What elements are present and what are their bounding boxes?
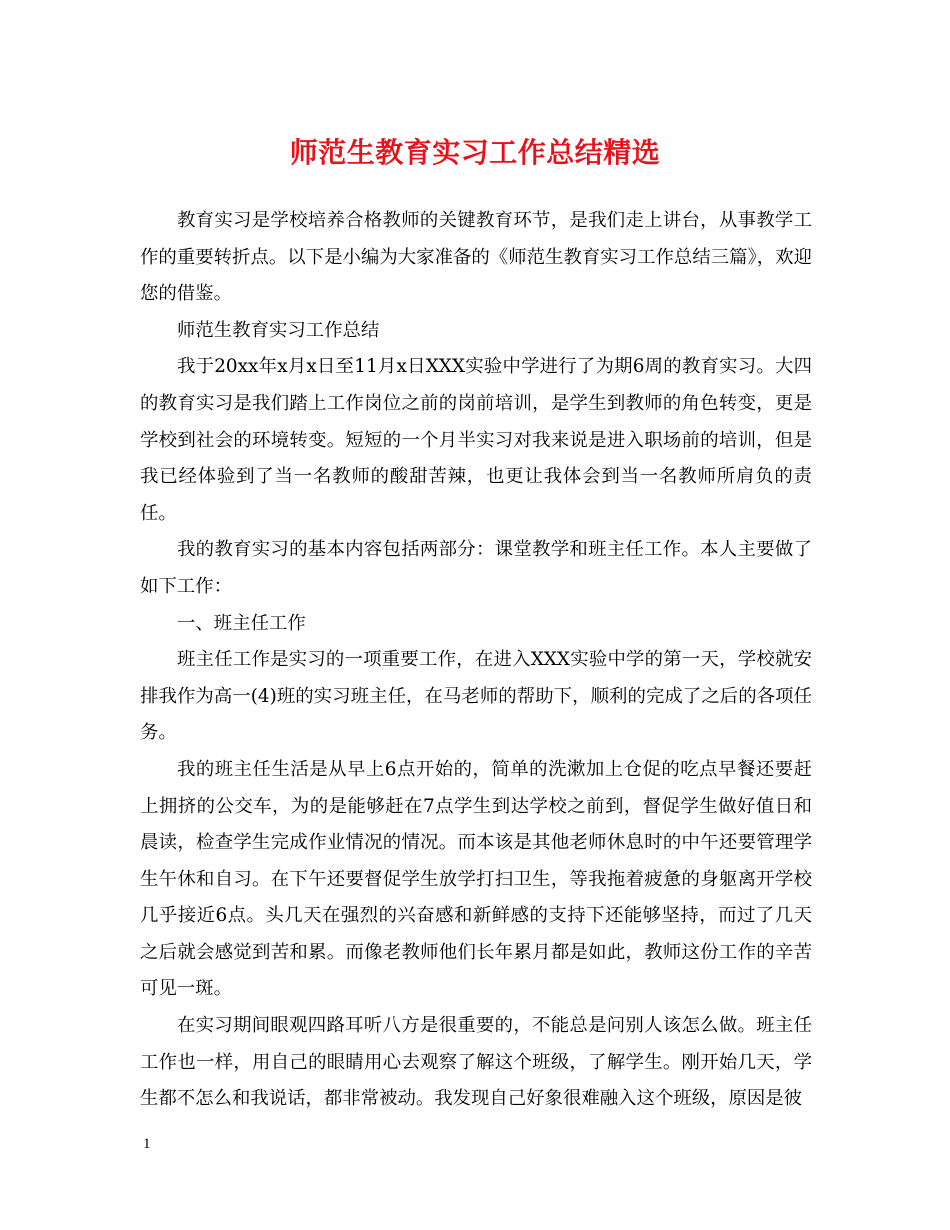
paragraph: 我的教育实习的基本内容包括两部分：课堂教学和班主任工作。本人主要做了如下工作：	[140, 539, 812, 597]
page-number: 1	[143, 1136, 151, 1152]
document-body	[140, 203, 812, 1118]
paragraph: 我的班主任生活是从早上6点开始的，简单的洗漱加上仓促的吃点早餐还要赶上拥挤的公交车，为的是能够赶在7点学生到达学校之前到，督促学生做好值日和晨读，检查学生完成作业情况的情况。而本该是其他老师休息时的中午还要管理学生午休和自习。在下午还要督促学生放学打扫卫生，等我拖着疲惫的身躯离开学校几乎接近6点。头几天在强烈的兴奋感和新鲜感的支持下还能够坚持，而过了几天之后就会感觉到苦和累。而像老教师他们长年累月都是如此，教师这份工作的辛苦可见一斑。	[140, 758, 812, 1000]
paragraph: 班主任工作是实习的一项重要工作，在进入XXX实验中学的第一天，学校就安排我作为高一(4)班的实习班主任，在马老师的帮助下，顺利的完成了之后的各项任务。	[140, 649, 812, 744]
paragraph: 我于20xx年x月x日至11月x日XXX实验中学进行了为期6周的教育实习。大四的教育实习是我们踏上工作岗位之前的岗前培训，是学生到教师的角色转变，更是学校到社会的环境转变。短短的一个月半实习对我来说是进入职场前的培训，但是我已经体验到了当一名教师的酸甜苦辣，也更让我体会到当一名教师所肩负的责任。	[140, 356, 812, 524]
section-heading: 师范生教育实习工作总结	[177, 319, 380, 341]
section-heading: 一、班主任工作	[177, 612, 306, 634]
paragraph-intro: 教育实习是学校培养合格教师的关键教育环节，是我们走上讲台，从事教学工作的重要转折点。以下是小编为大家准备的《师范生教育实习工作总结三篇》，欢迎您的借鉴。	[140, 210, 812, 305]
document-title: 师范生教育实习工作总结精选	[289, 136, 661, 169]
paragraph: 在实习期间眼观四路耳听八方是很重要的，不能总是问别人该怎么做。班主任工作也一样，用自己的眼睛用心去观察了解这个班级，了解学生。刚开始几天，学生都不怎么和我说话，都非常被动。我发现自己好象很难融入这个班级，原因是彼	[140, 1015, 812, 1110]
